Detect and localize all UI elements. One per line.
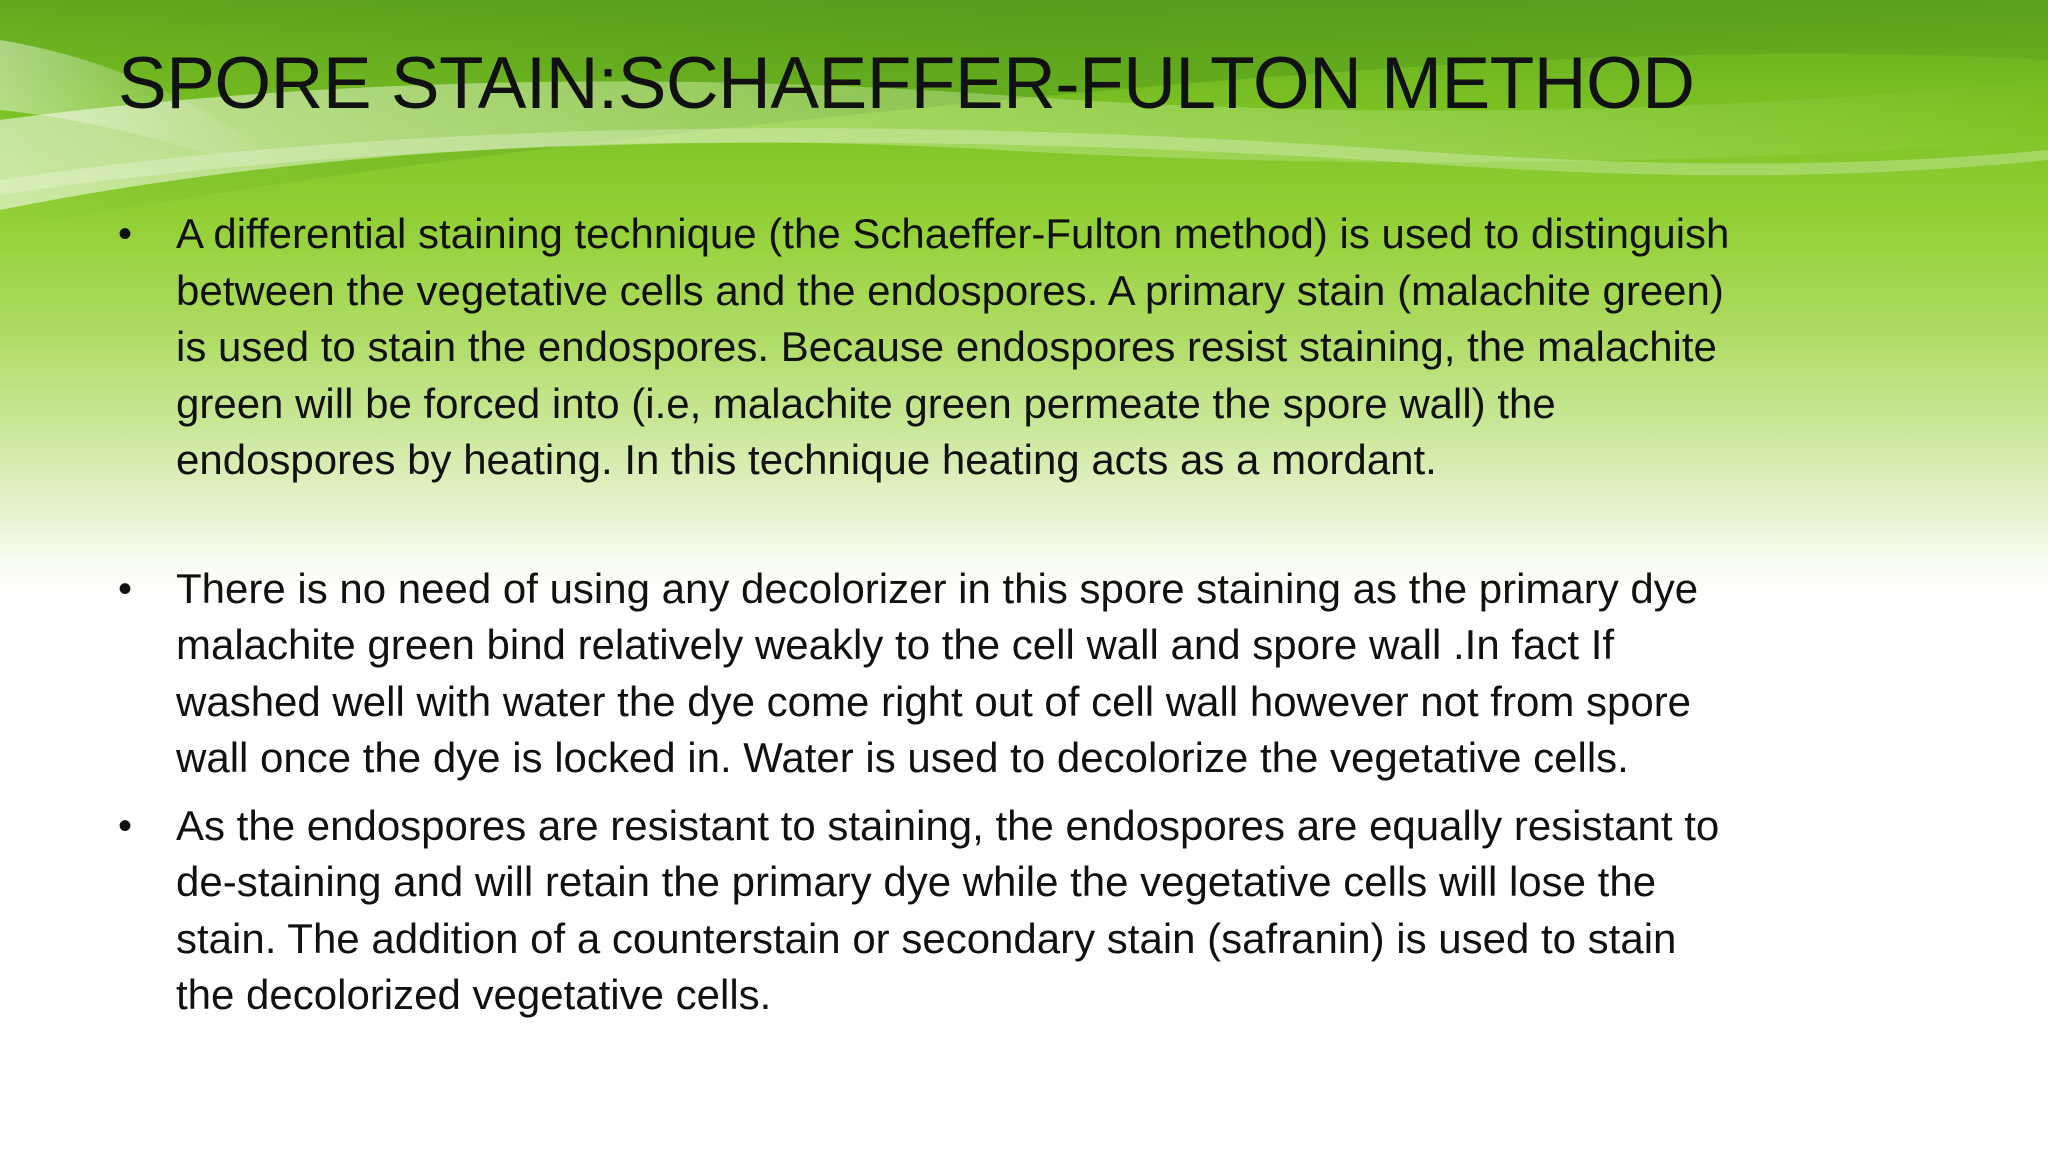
bullet-text-line: malachite green bind relatively weakly to the cell wall and spore wall .In fact If — [176, 621, 1615, 668]
slide-title: SPORE STAIN:SCHAEFFER-FULTON METHOD — [118, 43, 1695, 124]
bullet-marker: • — [118, 803, 133, 848]
bullet-text-line: is used to stain the endospores. Because endospores resist staining, the malachite — [176, 323, 1717, 370]
bullet-marker: • — [118, 212, 133, 256]
bullet-list — [118, 206, 1978, 1024]
bullet-text-line: There is no need of using any decolorizer in this spore staining as the primary dye — [176, 564, 1699, 612]
bullet-item — [118, 561, 1978, 787]
bullet-text-line: A differential staining technique (the Schaeffer-Fulton method) is used to distinguish — [176, 210, 1730, 257]
bullet-marker: • — [118, 566, 133, 611]
bullet-text-line: endospores by heating. In this technique heating acts as a mordant. — [176, 436, 1437, 483]
bullet-item — [118, 798, 1978, 1024]
bullet-text-line: de-staining and will retain the primary dye while the vegetative cells will lose the — [176, 858, 1657, 905]
bullet-text-line: wall once the dye is locked in. Water is used to decolorize the vegetative cells. — [176, 734, 1629, 781]
bullet-text-line: stain. The addition of a counterstain or secondary stain (safranin) is used to stain — [176, 914, 1677, 962]
bullet-text-line: the decolorized vegetative cells. — [176, 971, 772, 1018]
bullet-text-line: green will be forced into (i.e, malachite green permeate the spore wall) the — [176, 379, 1556, 427]
bullet-text-line: washed well with water the dye come right out of cell wall however not from spore — [176, 677, 1692, 725]
bullet-item — [118, 206, 1978, 489]
bullet-text-line: As the endospores are resistant to staining, the endospores are equally resistant to — [176, 801, 1720, 849]
bullet-text-line: between the vegetative cells and the endospores. A primary stain (malachite green) — [176, 266, 1724, 314]
